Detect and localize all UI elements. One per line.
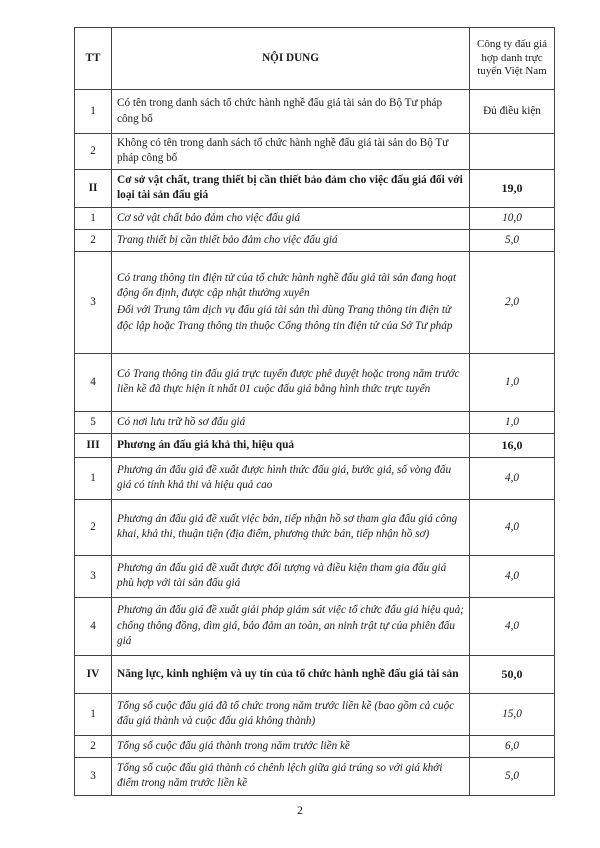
table-row (75, 757, 555, 795)
content-paragraph: Năng lực, kinh nghiệm và uy tín của tổ chức hành nghề đấu giá tài sản (117, 667, 459, 680)
row-content (112, 655, 470, 693)
row-score: 10,0 (470, 207, 555, 229)
table-row (75, 411, 555, 433)
row-content (112, 735, 470, 757)
row-number: IV (75, 655, 112, 693)
row-number: II (75, 169, 112, 207)
row-number: 3 (75, 251, 112, 353)
content-paragraph: Phương án đấu giá đề xuất được hình thức đấu giá, bước giá, số vòng đấu giá có tính khả thi và hiệu quả cao (117, 463, 452, 492)
row-score: 5,0 (470, 757, 555, 795)
row-content (112, 353, 470, 411)
row-number: 1 (75, 693, 112, 735)
row-number: 2 (75, 499, 112, 555)
row-score: 15,0 (470, 693, 555, 735)
row-content (112, 90, 470, 134)
header-tt: TT (75, 28, 112, 90)
table-row (75, 457, 555, 499)
row-content (112, 597, 470, 655)
row-content (112, 757, 470, 795)
row-score: 6,0 (470, 735, 555, 757)
table-row (75, 555, 555, 597)
table-row (75, 90, 555, 134)
row-content (112, 169, 470, 207)
row-number: 3 (75, 555, 112, 597)
table-row (75, 735, 555, 757)
row-content (112, 207, 470, 229)
content-paragraph: Tổng số cuộc đấu giá thành trong năm trước liền kề (117, 739, 350, 752)
content-paragraph: Phương án đấu giá đề xuất việc bán, tiếp nhận hồ sơ tham gia đấu giá công khai, khả thi, thuận tiện (địa điểm, phương thức bán, tiếp nhận hồ sơ) (117, 512, 458, 541)
content-paragraph: Có tên trong danh sách tổ chức hành nghề đấu giá tài sản do Bộ Tư pháp công bố (117, 97, 443, 125)
row-score: 50,0 (470, 655, 555, 693)
row-score: 4,0 (470, 555, 555, 597)
row-content (112, 555, 470, 597)
content-paragraph: Có Trang thông tin đấu giá trực tuyến được phê duyệt hoặc trong năm trước liền kề đã thực hiện ít nhất 01 cuộc đấu giá bằng hình thức trực tuyến (117, 367, 460, 396)
row-number: 1 (75, 90, 112, 134)
page-number: 2 (297, 805, 303, 817)
content-paragraph: Phương án đấu giá đề xuất được đối tượng và điều kiện tham gia đấu giá phù hợp với tài sản đấu giá (117, 561, 447, 590)
table-row (75, 693, 555, 735)
content-paragraph: Phương án đấu giá khả thi, hiệu quả (117, 438, 295, 451)
row-content (112, 229, 470, 251)
row-content (112, 499, 470, 555)
row-number: 4 (75, 597, 112, 655)
row-number: 2 (75, 735, 112, 757)
row-number: 5 (75, 411, 112, 433)
table-row (75, 353, 555, 411)
table-row (75, 597, 555, 655)
row-content (112, 693, 470, 735)
section-row (75, 655, 555, 693)
content-paragraph: Cơ sở vật chất bảo đảm cho việc đấu giá (117, 211, 301, 224)
content-paragraph: Cơ sở vật chất, trang thiết bị cần thiết bảo đảm cho việc đấu giá đối với loại tài sản đấu giá (117, 173, 463, 202)
row-score: 1,0 (470, 411, 555, 433)
table-row (75, 229, 555, 251)
section-row (75, 433, 555, 457)
row-content (112, 457, 470, 499)
row-score: 5,0 (470, 229, 555, 251)
row-number: 1 (75, 207, 112, 229)
row-number: 1 (75, 457, 112, 499)
row-score: 19,0 (470, 169, 555, 207)
content-paragraph: Tổng số cuộc đấu giá thành có chênh lệch giữa giá trúng so với giá khởi điểm trong năm trước liền kề (117, 761, 443, 790)
row-score (470, 134, 555, 170)
row-number: III (75, 433, 112, 457)
row-score: 4,0 (470, 597, 555, 655)
content-paragraph: Đối với Trung tâm dịch vụ đấu giá tài sản thì dùng Trang thông tin điện tử độc lập hoặc Trang thông tin thuộc Cổng thông tin điện tử của Sở Tư pháp (117, 304, 453, 332)
scoring-table (74, 27, 555, 796)
table-header-row (75, 28, 555, 90)
section-row (75, 169, 555, 207)
header-content: NỘI DUNG (112, 28, 470, 90)
row-content (112, 433, 470, 457)
content-paragraph: Không có tên trong danh sách tổ chức hành nghề đấu giá tài sản do Bộ Tư pháp công bố (117, 137, 449, 165)
row-score: 4,0 (470, 457, 555, 499)
table-row (75, 251, 555, 353)
row-content (112, 411, 470, 433)
row-content (112, 251, 470, 353)
content-paragraph: Phương án đấu giá đề xuất giải pháp giám sát việc tổ chức đấu giá hiệu quả; chống thông đồng, dìm giá, bảo đảm an toàn, an ninh trật tự của phiên đấu giá (117, 604, 464, 648)
table-body (75, 90, 555, 796)
content-paragraph: Tổng số cuộc đấu giá đã tổ chức trong năm trước liền kề (bao gồm cả cuộc đấu giá thành và cuộc đấu giá không thành) (117, 699, 455, 728)
table-row (75, 134, 555, 170)
row-number: 2 (75, 134, 112, 170)
row-score: 2,0 (470, 251, 555, 353)
content-paragraph: Có trang thông tin điện tử của tổ chức hành nghề đấu giá tài sản đang hoạt động ổn định, được cập nhật thường xuyên (117, 271, 457, 299)
header-organization: Công ty đấu giá hợp danh trực tuyến Việt Nam (470, 28, 555, 90)
table-row (75, 207, 555, 229)
row-score: 4,0 (470, 499, 555, 555)
content-paragraph: Trang thiết bị cần thiết bảo đảm cho việc đấu giá (117, 233, 338, 246)
row-number: 2 (75, 229, 112, 251)
table-row (75, 499, 555, 555)
row-content (112, 134, 470, 170)
row-score: 1,0 (470, 353, 555, 411)
row-number: 4 (75, 353, 112, 411)
content-paragraph: Có nơi lưu trữ hồ sơ đấu giá (117, 415, 246, 428)
row-score: 16,0 (470, 433, 555, 457)
row-score: Đủ điều kiện (470, 90, 555, 134)
row-number: 3 (75, 757, 112, 795)
